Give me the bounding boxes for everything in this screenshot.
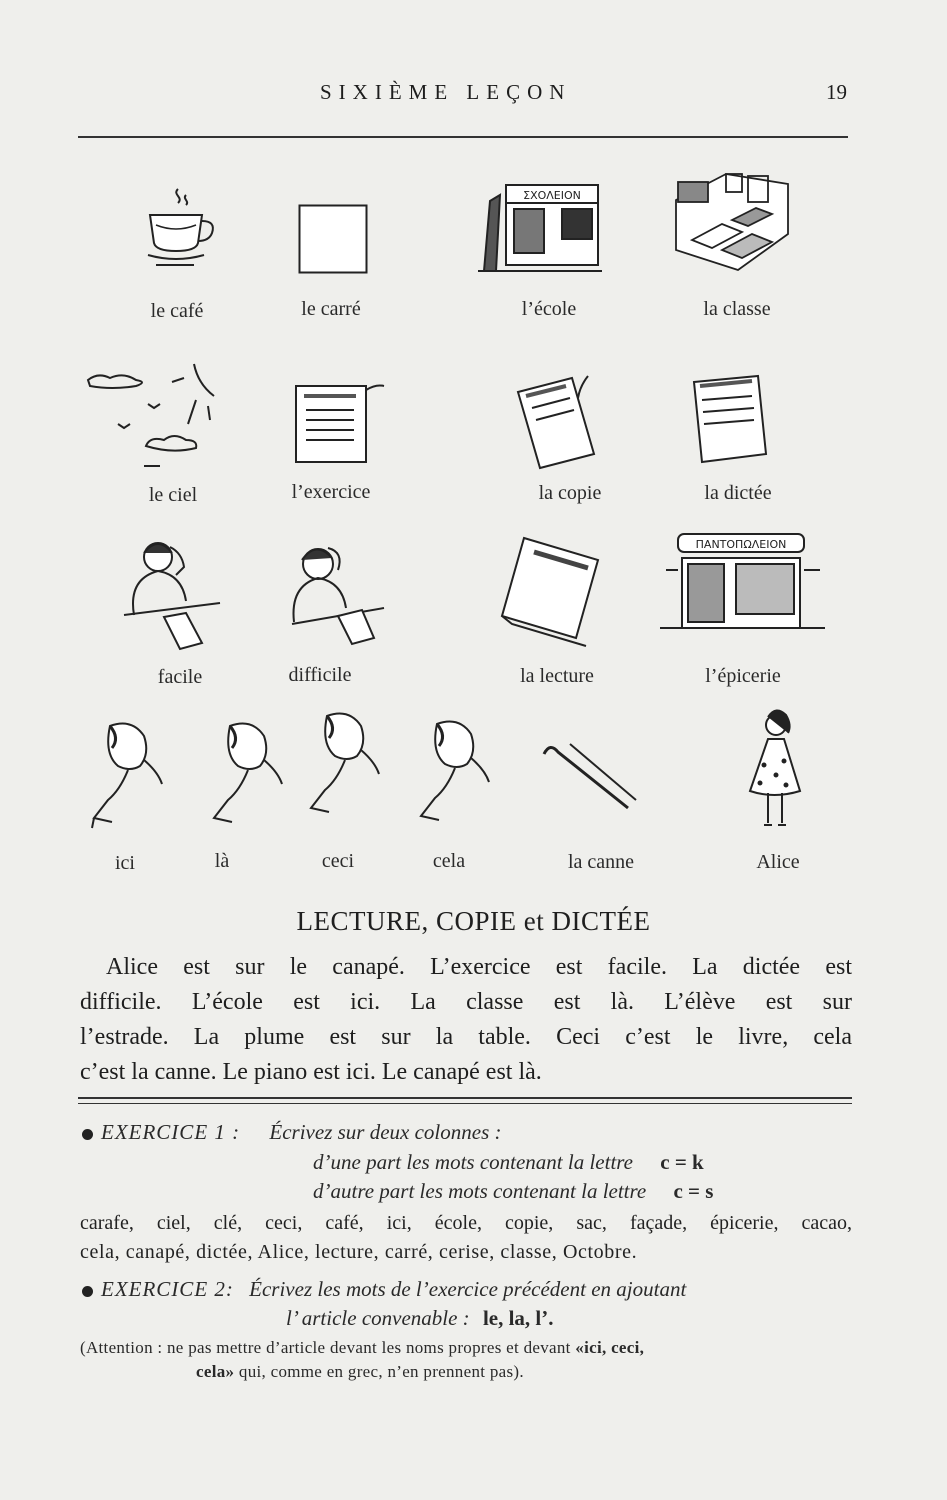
note-bold: «ici, ceci, <box>575 1338 645 1357</box>
vocab-label: Alice <box>756 851 800 873</box>
exercise-2-line-2 <box>286 1306 554 1331</box>
exercise-2-instruction-2: l’ article convenable : <box>286 1306 470 1330</box>
vocab-label: le café <box>150 300 204 322</box>
vocab-label: la copie <box>538 482 602 504</box>
reading-line: difficile. L’école est ici. La classe est là. L’élève est sur <box>80 989 852 1015</box>
note-bold: cela» <box>196 1362 235 1381</box>
exercise-1-line-a-text: d’une part les mots contenant la lettre <box>313 1150 634 1174</box>
man-pointing-icon <box>305 710 385 825</box>
classroom-icon <box>672 170 792 275</box>
sky-clouds-icon <box>84 360 224 475</box>
girl-icon <box>742 705 806 830</box>
walking-cane-icon <box>540 740 640 810</box>
reading-line: Alice est sur le canapé. L’exercice est facile. La dictée est <box>106 954 852 980</box>
note-text: qui, comme en grec, n’en prennent pas). <box>238 1362 524 1381</box>
exercise-1-line-b <box>313 1179 713 1204</box>
exercise-2-header <box>82 1277 686 1302</box>
reading-paragraph <box>80 950 852 1090</box>
vocab-label: difficile <box>288 664 352 686</box>
bullet-icon <box>82 1129 93 1140</box>
exercise-1-instruction: Écrivez sur deux colonnes : <box>269 1120 502 1144</box>
exercise-2-instruction: Écrivez les mots de l’exercice précédent en ajoutant <box>249 1277 687 1301</box>
exercise-2-articles: le, la, l’. <box>482 1306 554 1330</box>
exercise-notebook-icon <box>290 380 386 470</box>
pupil-writing-icon <box>120 535 220 655</box>
note-line-2 <box>196 1362 524 1382</box>
vocab-label: l’exercice <box>291 481 371 503</box>
header-rule <box>78 136 848 138</box>
man-pointing-icon <box>88 720 168 835</box>
copy-notebook-icon <box>510 372 606 472</box>
exercise-2-label: EXERCICE 2: <box>101 1277 234 1301</box>
reading-line: l’estrade. La plume est sur la table. Ceci c’est le livre, cela <box>80 1024 852 1050</box>
pupil-thinking-icon <box>288 540 388 655</box>
vocab-label: le carré <box>301 298 361 320</box>
note-text: (Attention : ne pas mettre d’article devant les noms propres et devant <box>80 1338 571 1357</box>
vocab-label: la dictée <box>704 482 772 504</box>
vocab-label: ceci <box>321 850 355 872</box>
grocery-shop-icon <box>660 530 825 635</box>
vocab-label: la classe <box>703 298 771 320</box>
exercise-1-rule-b: c = s <box>673 1179 714 1203</box>
exercise-1-words: carafe, ciel, clé, ceci, café, ici, école, copie, sac, façade, épicerie, cacao, <box>80 1212 852 1234</box>
page-number: 19 <box>826 80 847 104</box>
vocab-label: l’épicerie <box>705 665 781 687</box>
exercise-1-line-b-text: d’autre part les mots contenant la lettre <box>313 1179 647 1203</box>
vocab-label: la lecture <box>520 665 594 687</box>
vocab-label: cela <box>432 850 466 872</box>
exercise-1-label: EXERCICE 1 : <box>101 1120 241 1144</box>
exercise-1-line-a <box>313 1150 704 1175</box>
dictation-notebook-icon <box>688 372 784 472</box>
reading-line: c’est la canne. Le piano est ici. Le canapé est là. <box>80 1059 542 1085</box>
note-line-1 <box>80 1338 644 1358</box>
vocab-label: l’école <box>521 298 577 320</box>
divider-rule <box>78 1097 852 1099</box>
exercise-1-words: cela, canapé, dictée, Alice, lecture, carré, cerise, classe, Octobre. <box>80 1241 638 1263</box>
reading-book-icon <box>500 530 604 645</box>
bullet-icon <box>82 1286 93 1297</box>
section-heading: LECTURE, COPIE et DICTÉE <box>296 906 651 936</box>
school-building-icon <box>478 175 602 275</box>
square-icon <box>298 204 368 274</box>
shop-sign-text: ΠΑΝΤΟΠΩΛΕΙΟΝ <box>695 538 787 551</box>
divider-rule <box>78 1103 852 1104</box>
vocab-label: ici <box>115 852 135 874</box>
man-pointing-icon <box>415 718 495 833</box>
school-sign-text: ΣΧΟΛΕΙΟΝ <box>523 189 581 202</box>
vocab-label: là <box>214 850 230 872</box>
vocab-label: la canne <box>567 851 635 873</box>
page-title: SIXIÈME LEÇON <box>320 80 572 104</box>
vocab-label: facile <box>157 666 203 688</box>
man-pointing-icon <box>208 720 288 835</box>
exercise-1-rule-a: c = k <box>660 1150 704 1174</box>
coffee-cup-icon <box>140 185 220 270</box>
exercise-1-header <box>82 1120 502 1145</box>
vocab-label: le ciel <box>148 484 198 506</box>
